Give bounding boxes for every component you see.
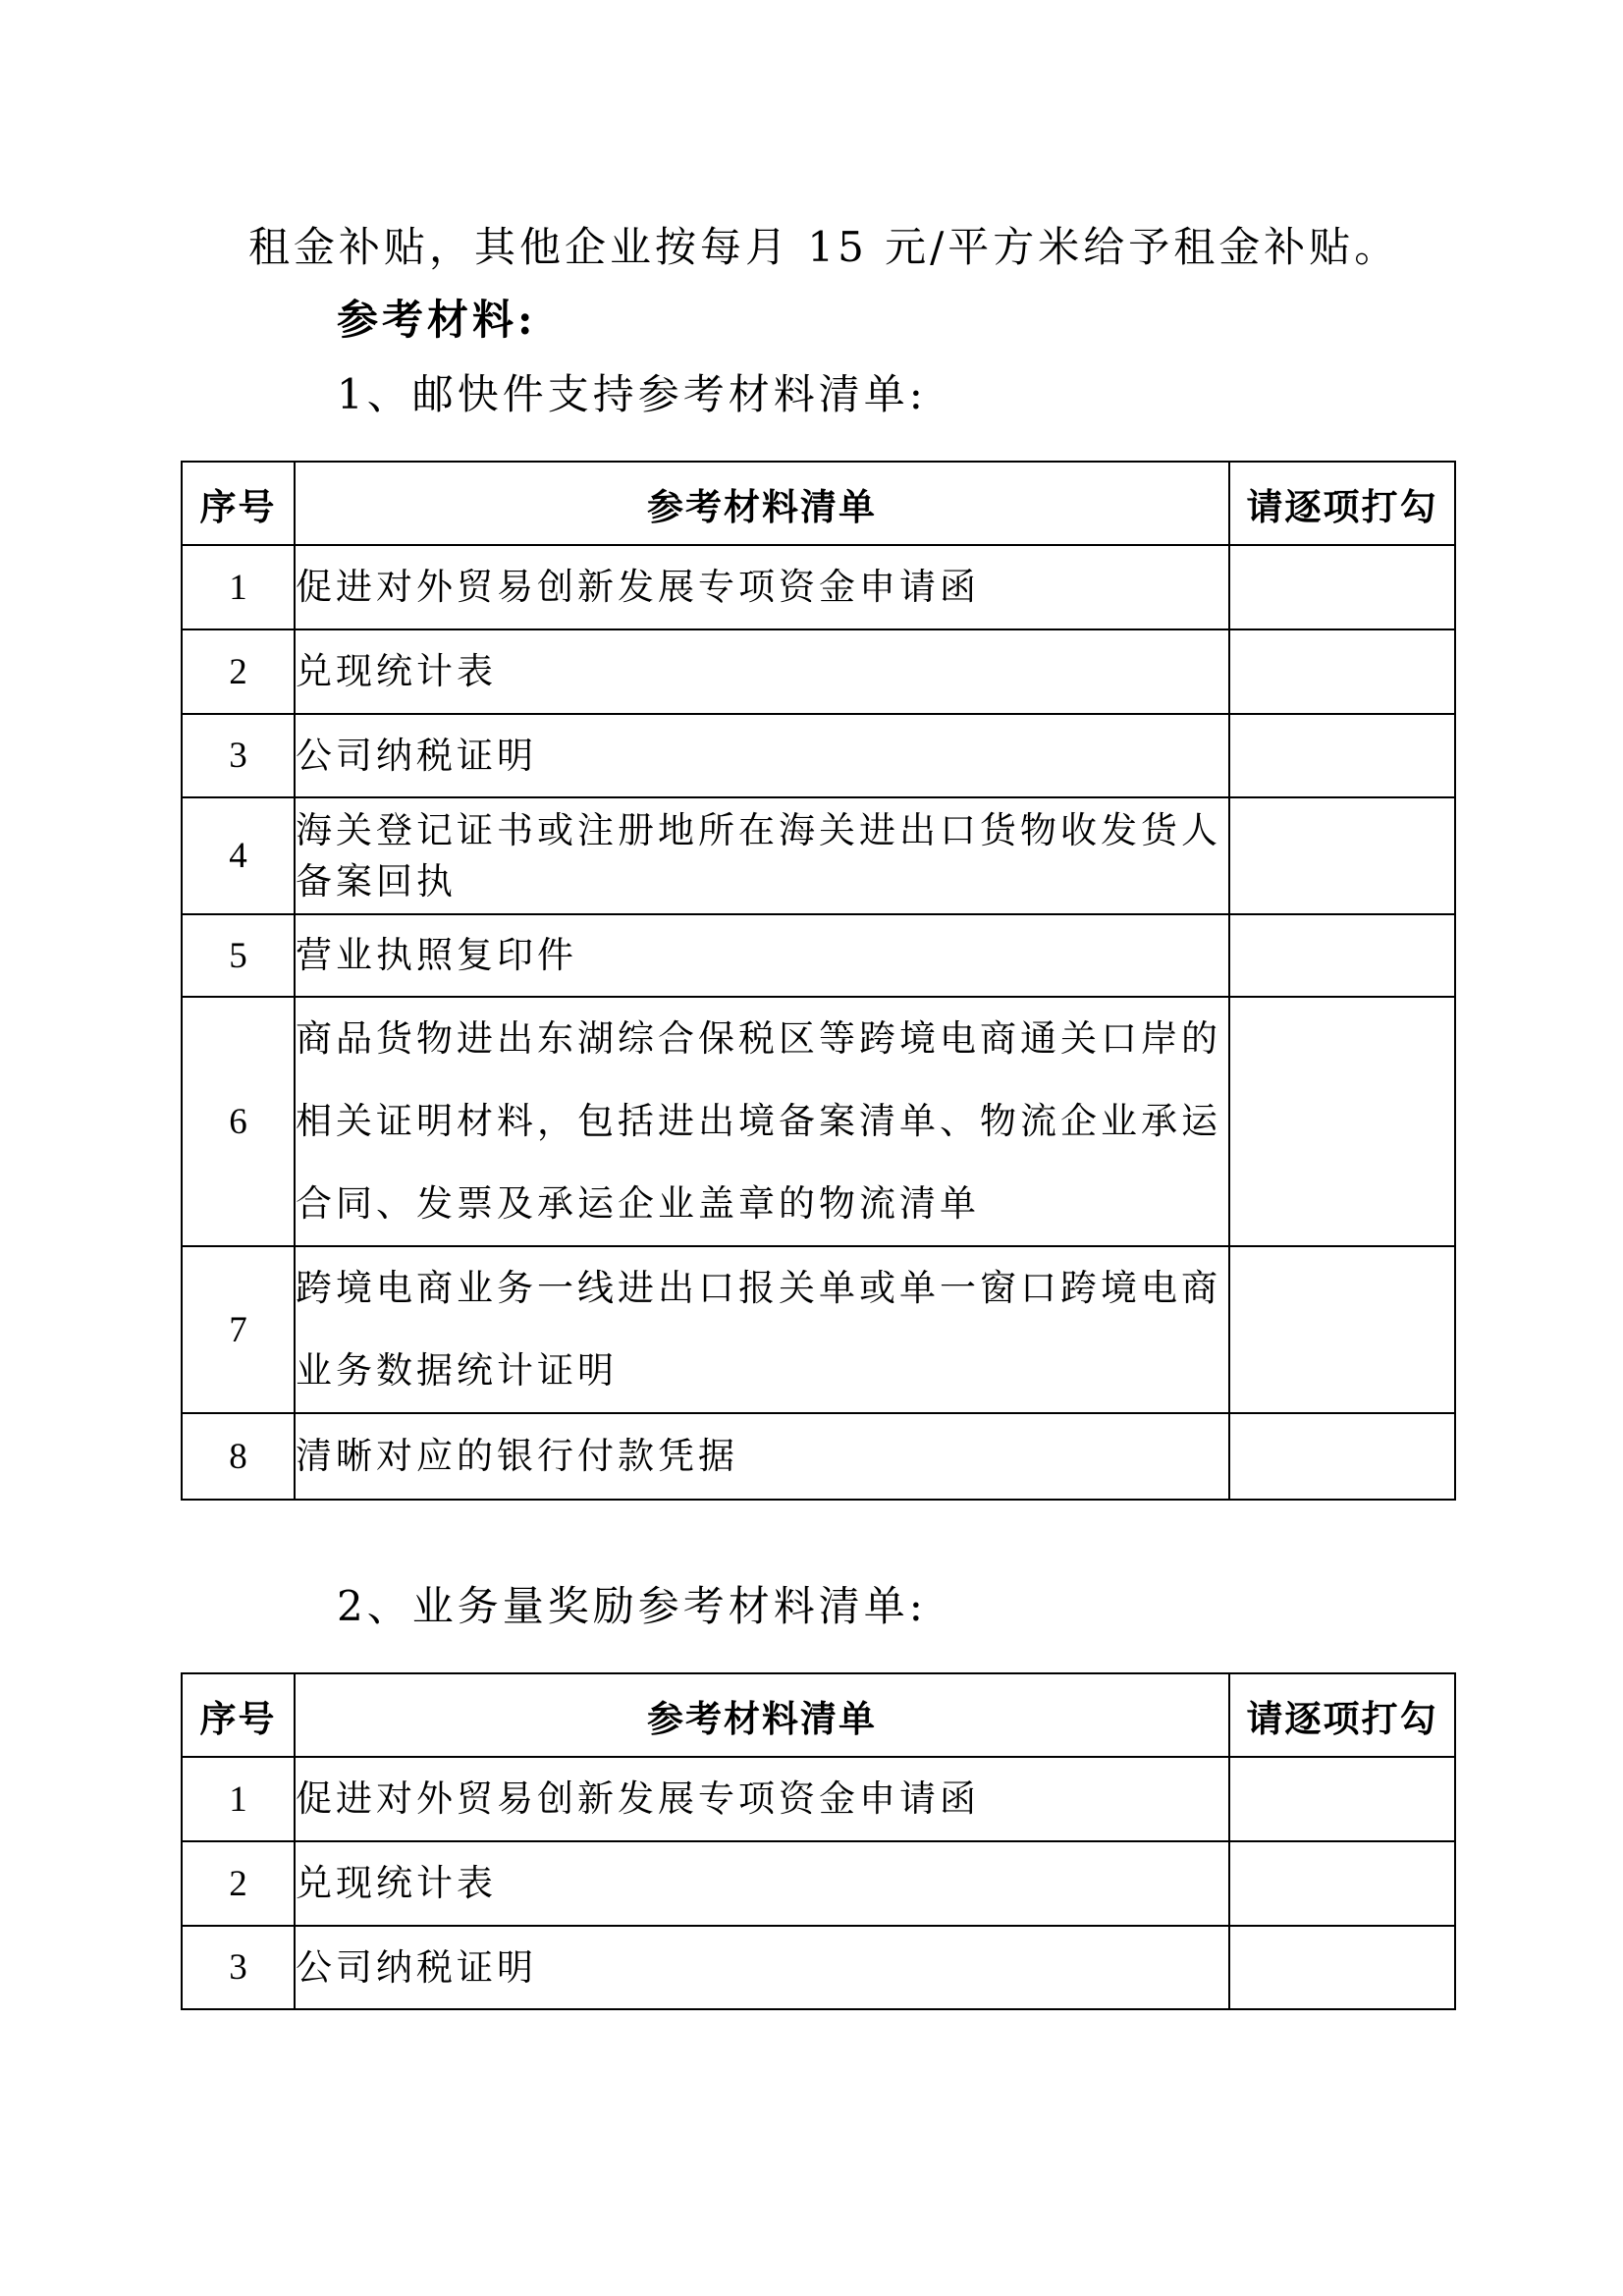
row-number: 3 xyxy=(182,1926,295,2009)
row-check-cell[interactable] xyxy=(1229,1926,1455,2009)
table-row xyxy=(182,797,1455,914)
row-number: 8 xyxy=(182,1413,295,1500)
table-header-row xyxy=(182,462,1455,545)
row-material: 兑现统计表 xyxy=(295,629,1229,714)
row-material: 海关登记证书或注册地所在海关进出口货物收发货人备案回执 xyxy=(295,797,1229,914)
row-material: 促进对外贸易创新发展专项资金申请函 xyxy=(295,1757,1229,1841)
row-check-cell[interactable] xyxy=(1229,797,1455,914)
table-row xyxy=(182,545,1455,629)
row-number: 3 xyxy=(182,714,295,797)
row-check-cell[interactable] xyxy=(1229,1841,1455,1926)
section-1-heading: 1、邮快件支持参考材料清单: xyxy=(337,370,927,418)
reference-materials-heading: 参考材料: xyxy=(337,296,537,344)
header-material-list: 参考材料清单 xyxy=(295,1673,1229,1757)
row-material: 促进对外贸易创新发展专项资金申请函 xyxy=(295,545,1229,629)
table-row xyxy=(182,629,1455,714)
row-number: 5 xyxy=(182,914,295,997)
row-number: 4 xyxy=(182,797,295,914)
row-check-cell[interactable] xyxy=(1229,914,1455,997)
postal-express-materials-table xyxy=(181,461,1456,1501)
business-volume-materials-table xyxy=(181,1672,1456,2010)
row-material: 跨境电商业务一线进出口报关单或单一窗口跨境电商业务数据统计证明 xyxy=(295,1246,1229,1413)
table-row xyxy=(182,997,1455,1246)
header-serial-number: 序号 xyxy=(182,462,295,545)
row-number: 2 xyxy=(182,1841,295,1926)
row-material: 公司纳税证明 xyxy=(295,1926,1229,2009)
header-material-list: 参考材料清单 xyxy=(295,462,1229,545)
row-check-cell[interactable] xyxy=(1229,545,1455,629)
row-number: 2 xyxy=(182,629,295,714)
row-check-cell[interactable] xyxy=(1229,997,1455,1246)
table-row xyxy=(182,1246,1455,1413)
intro-paragraph-line: 租金补贴，其他企业按每月 15 元/平方米给予租金补贴。 xyxy=(248,223,1400,271)
row-material: 清晰对应的银行付款凭据 xyxy=(295,1413,1229,1500)
row-material: 营业执照复印件 xyxy=(295,914,1229,997)
table-header-row xyxy=(182,1673,1455,1757)
table-row xyxy=(182,714,1455,797)
row-number: 1 xyxy=(182,1757,295,1841)
row-material: 商品货物进出东湖综合保税区等跨境电商通关口岸的相关证明材料，包括进出境备案清单、物流企业承运合同、发票及承运企业盖章的物流清单 xyxy=(295,997,1229,1246)
section-2-heading: 2、业务量奖励参考材料清单: xyxy=(337,1582,927,1630)
table-row xyxy=(182,914,1455,997)
table-row xyxy=(182,1757,1455,1841)
row-check-cell[interactable] xyxy=(1229,714,1455,797)
table-row xyxy=(182,1841,1455,1926)
row-number: 6 xyxy=(182,997,295,1246)
row-number: 1 xyxy=(182,545,295,629)
row-check-cell[interactable] xyxy=(1229,1757,1455,1841)
header-checkbox-column: 请逐项打勾 xyxy=(1229,1673,1455,1757)
header-serial-number: 序号 xyxy=(182,1673,295,1757)
row-number: 7 xyxy=(182,1246,295,1413)
table-row xyxy=(182,1413,1455,1500)
table-row xyxy=(182,1926,1455,2009)
row-check-cell[interactable] xyxy=(1229,629,1455,714)
row-check-cell[interactable] xyxy=(1229,1413,1455,1500)
row-check-cell[interactable] xyxy=(1229,1246,1455,1413)
row-material: 兑现统计表 xyxy=(295,1841,1229,1926)
row-material: 公司纳税证明 xyxy=(295,714,1229,797)
header-checkbox-column: 请逐项打勾 xyxy=(1229,462,1455,545)
